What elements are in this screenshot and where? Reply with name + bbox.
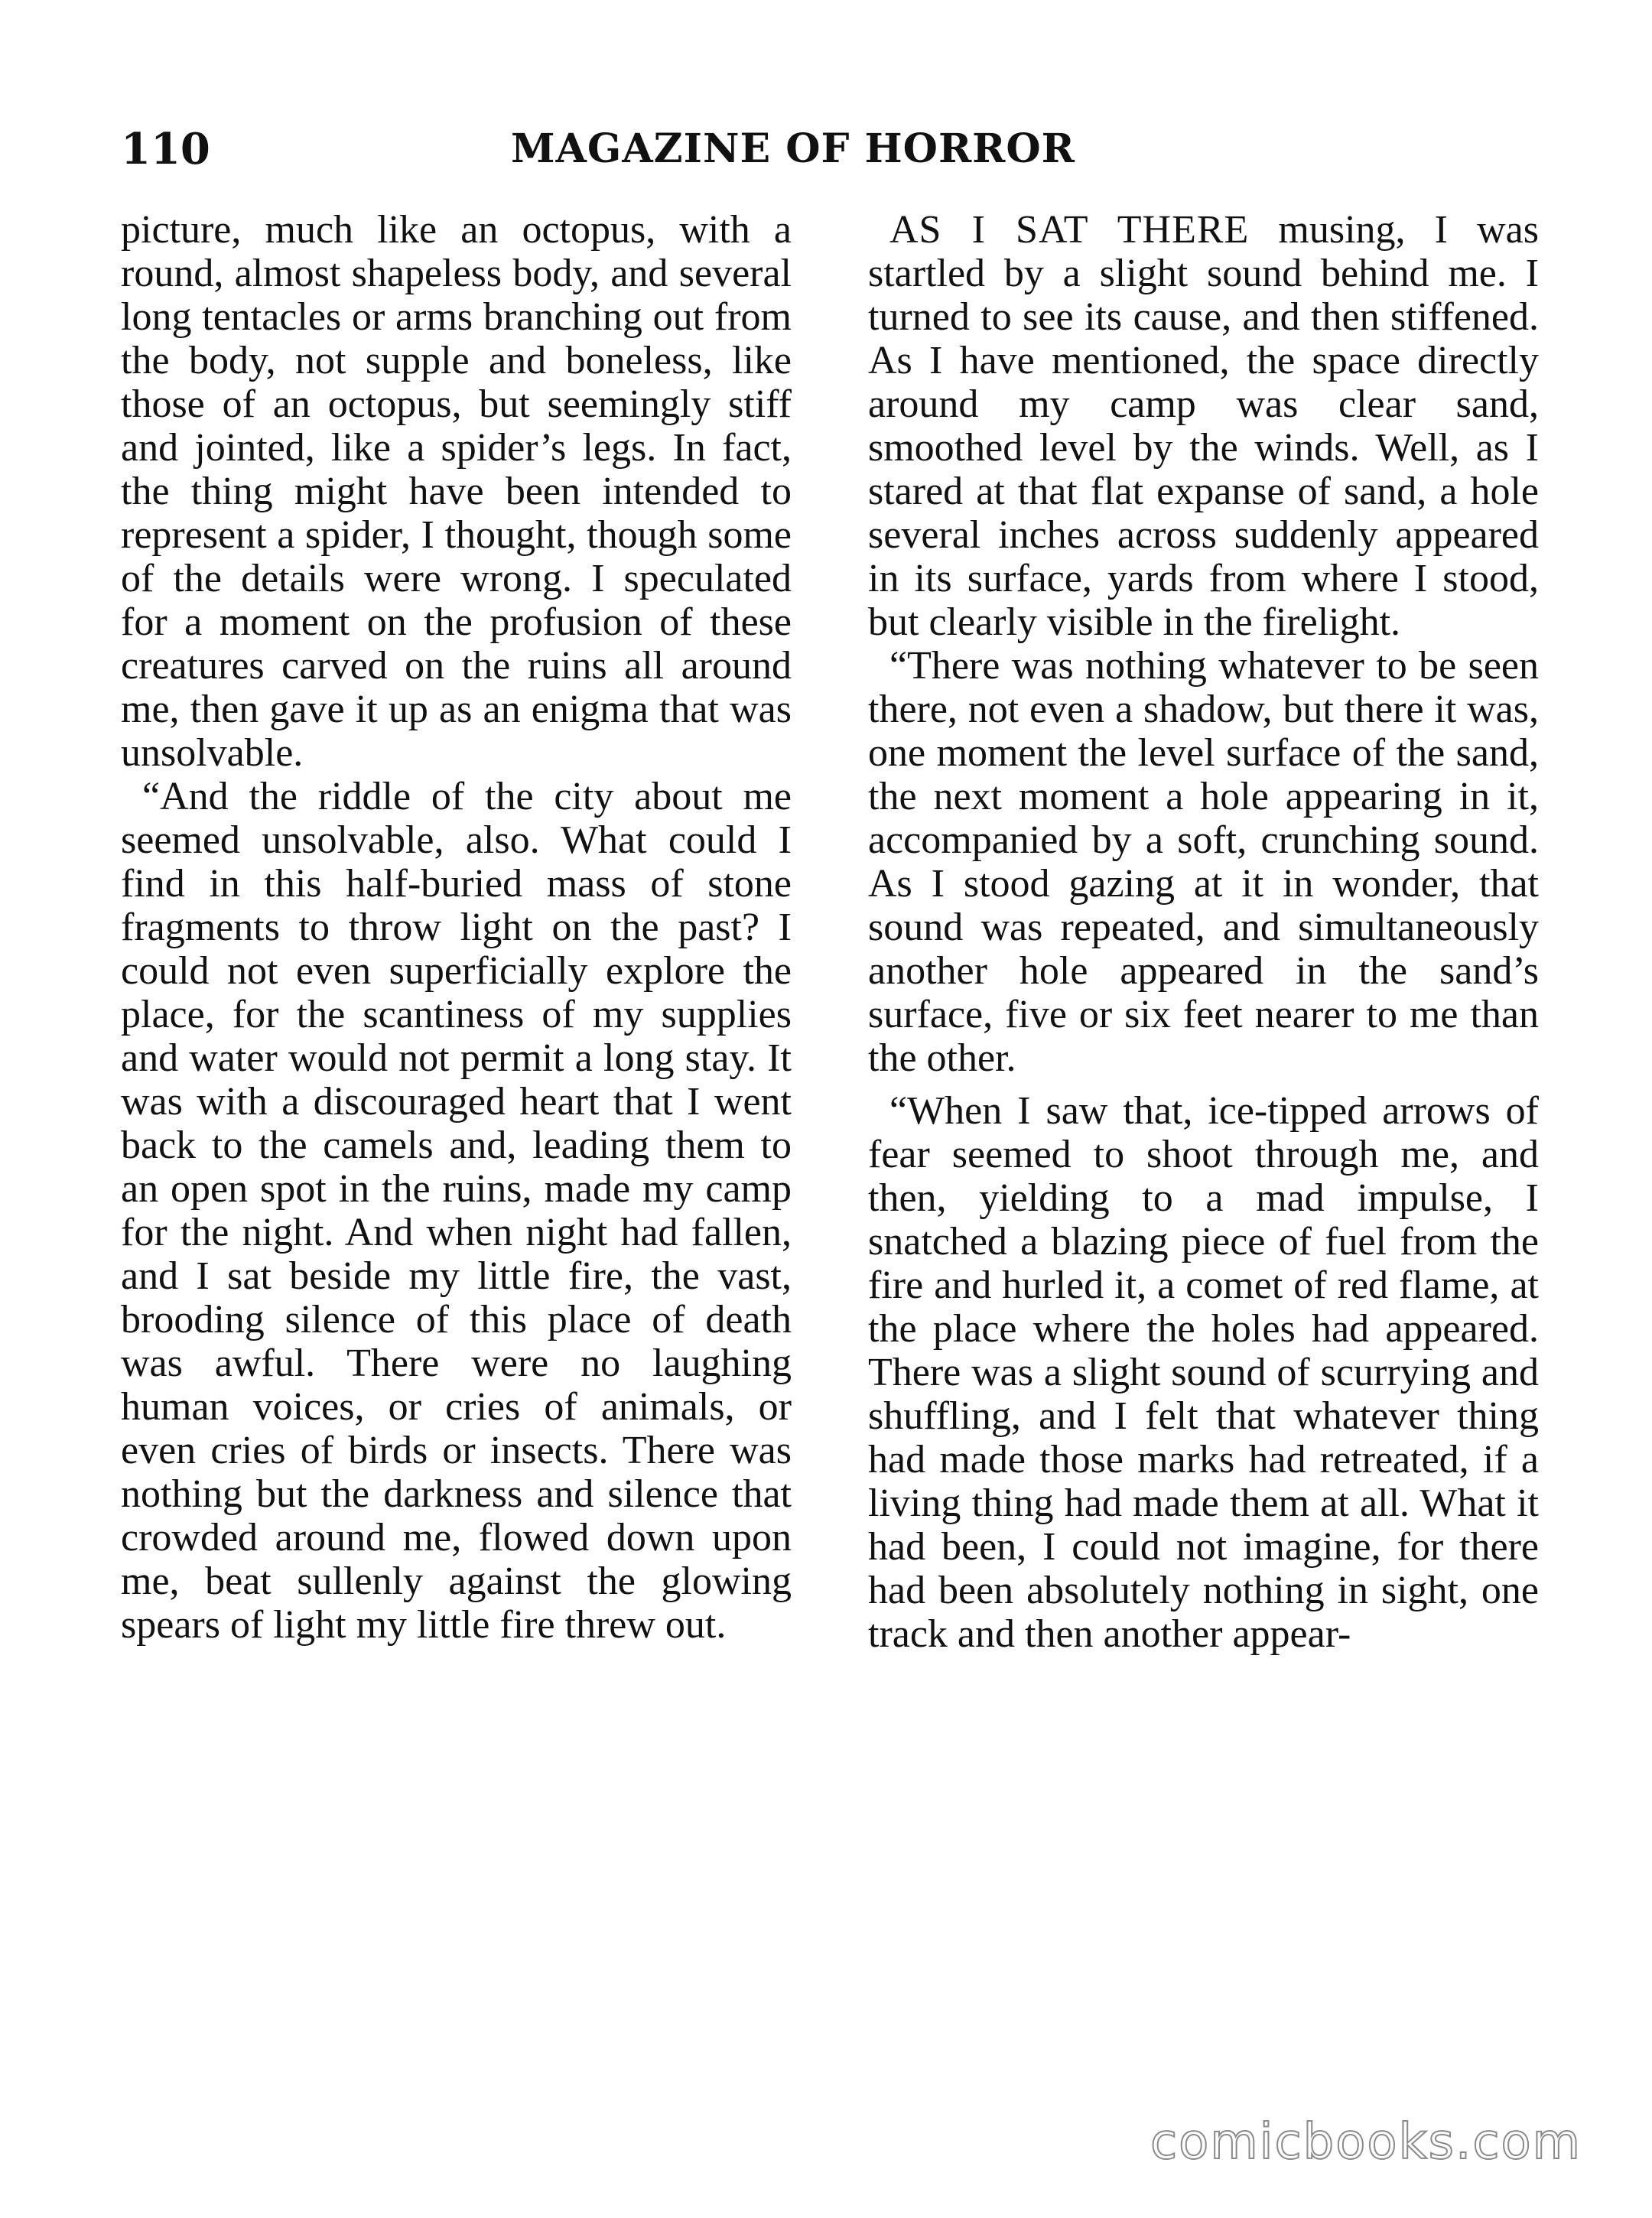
left-paragraph-2: “And the riddle of the city about me seemed unsolvable, also. What could I find in this half-buried mass of stone fragments to throw light on the past? I could not even superficially explore the place, for the scantiness of my supplies and water would not permit a long stay. It was with a discouraged heart that I went back to the camels and, leading them to an open spot in the ruins, made my camp for the night. And when night had fallen, and I sat beside my little fire, the vast, brooding silence of this place of death was awful. There were no laughing human voices, or cries of animals, or even cries of birds or insects. There was nothing but the darkness and silence that crowded around me, flowed down upon me, beat sullenly against the glowing spears of light my little fire threw out. (121, 775, 792, 1647)
left-paragraph-1: picture, much like an octopus, with a round, almost shapeless body, and several long tentacles or arms branching out from the body, not supple and boneless, like those of an octopus, but seemingly stiff and jointed, like a spider’s legs. In fact, the thing might have been intended to represent a spider, I thought, though some of the details were wrong. I speculated for a moment on the profusion of these creatures carved on the ruins all around me, then gave it up as an enigma that was unsolvable. (121, 208, 792, 775)
running-title: MAGAZINE OF HORROR (511, 125, 1075, 172)
right-paragraph-3: “When I saw that, ice-tipped arrows of fear seemed to shoot through me, and then, yielding to a mad impulse, I snatched a blazing piece of fuel from the fire and hurled it, a comet of red flame, at the place where the holes had appeared. There was a slight sound of scurrying and shuffling, and I felt that whatever thing had made those marks had retreated, if a living thing had made them at all. What it had been, I could not imagine, for there had been absolutely nothing in sight, one track and then another appear- (868, 1089, 1539, 1656)
page-number: 110 (121, 124, 210, 174)
right-paragraph-1 (868, 208, 1539, 644)
page-header (121, 115, 1536, 184)
right-column (868, 208, 1539, 1656)
right-paragraph-2: “There was nothing whatever to be seen there, not even a shadow, but there it was, one moment the level surface of the sand, the next moment a hole appearing in it, accompanied by a soft, crunching sound. As I stood gazing at it in wonder, that sound was repeated, and simultaneously another hole appeared in the sand’s surface, five or six feet nearer to me than the other. (868, 644, 1539, 1080)
site-watermark: comicbooks.com (1150, 2114, 1582, 2171)
section-lead-caps: AS I SAT THERE (889, 208, 1250, 252)
right-paragraph-1-text: musing, I was startled by a slight sound behind me. I turned to see its cause, and then stiffened. As I have mentioned, the space directly around my camp was clear sand, smoothed level by the winds. Well, as I stared at that flat expanse of sand, a hole several inches across suddenly appeared in its surface, yards from where I stood, but clearly visible in the firelight. (868, 208, 1539, 644)
left-column (121, 208, 792, 1647)
